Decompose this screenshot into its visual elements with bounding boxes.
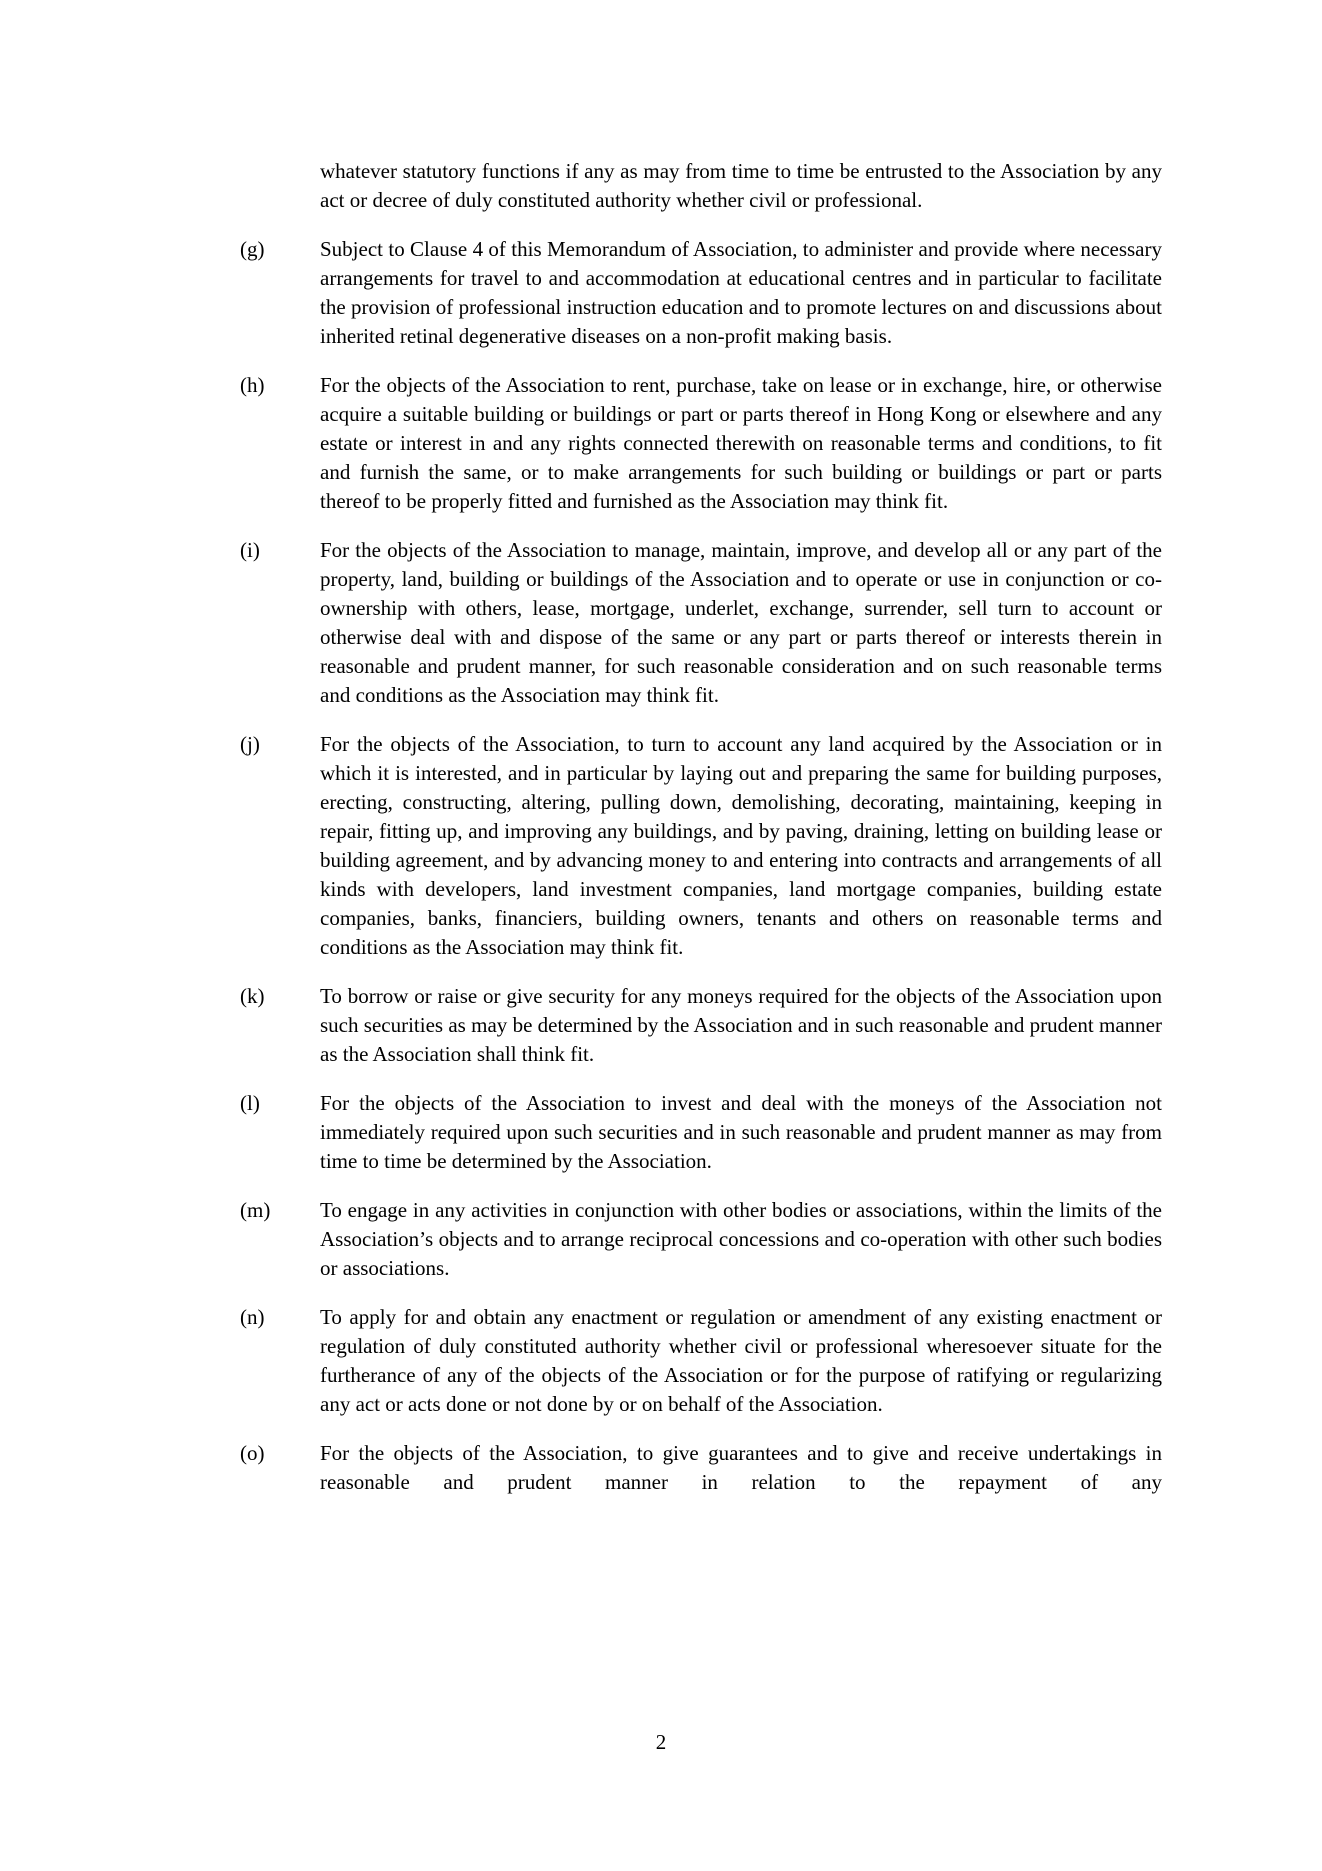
- clause-label: (k): [240, 984, 265, 1008]
- clause-item-i: [240, 536, 1162, 710]
- clause-label: (g): [240, 237, 265, 261]
- clause-item-j: [240, 730, 1162, 962]
- clause-text: For the objects of the Association to rent, purchase, take on lease or in exchange, hire, or otherwise acquire a suitable building or buildings or part or parts thereof in Hong Kong or elsewhere and any estate or interest in and any rights connected therewith on reasonable terms and conditions, to fit and furnish the same, or to make arrangements for such building or buildings or part or parts thereof to be properly fitted and furnished as the Association may think fit.: [320, 373, 1162, 513]
- clause-text: For the objects of the Association to invest and deal with the moneys of the Association not immediately required upon such securities and in such reasonable and prudent manner as may from time to time be determined by the Association.: [320, 1091, 1162, 1173]
- clause-text: To apply for and obtain any enactment or regulation or amendment of any existing enactment or regulation of duly constituted authority whether civil or professional wheresoever situate for the furtherance of any of the objects of the Association or for the purpose of ratifying or regularizing any act or acts done or not done by or on behalf of the Association.: [320, 1305, 1162, 1416]
- clause-label: (o): [240, 1441, 265, 1465]
- page-number: 2: [655, 1730, 667, 1754]
- clause-label: (l): [240, 1091, 260, 1115]
- clause-item-o: [240, 1439, 1162, 1497]
- continuation-paragraph: whatever statutory functions if any as may from time to time be entrusted to the Association by any act or decree of duly constituted authority whether civil or professional.: [320, 159, 1162, 212]
- clause-text: To borrow or raise or give security for any moneys required for the objects of the Association upon such securities as may be determined by the Association and in such reasonable and prudent manner as the Association shall think fit.: [320, 984, 1162, 1066]
- clause-item-g: [240, 235, 1162, 351]
- clause-label: (i): [240, 538, 260, 562]
- clause-item-n: [240, 1303, 1162, 1419]
- clause-label: (n): [240, 1305, 265, 1329]
- clause-item-h: [240, 371, 1162, 516]
- clause-label: (m): [240, 1198, 271, 1222]
- clause-item-m: [240, 1196, 1162, 1283]
- clause-item-k: [240, 982, 1162, 1069]
- clause-text: For the objects of the Association to manage, maintain, improve, and develop all or any part of the property, land, building or buildings of the Association and to operate or use in conjunction or co-ownership with others, lease, mortgage, underlet, exchange, surrender, sell turn to account or otherwise deal with and dispose of the same or any part or parts thereof or interests therein in reasonable and prudent manner, for such reasonable consideration and on such reasonable terms and conditions as the Association may think fit.: [320, 538, 1162, 707]
- clause-text: Subject to Clause 4 of this Memorandum of Association, to administer and provide where necessary arrangements for travel to and accommodation at educational centres and in particular to facilitate the provision of professional instruction education and to promote lectures on and discussions about inherited retinal degenerative diseases on a non-profit making basis.: [320, 237, 1162, 348]
- clause-label: (h): [240, 373, 265, 397]
- clause-item-l: [240, 1089, 1162, 1176]
- clause-text: For the objects of the Association, to turn to account any land acquired by the Association or in which it is interested, and in particular by laying out and preparing the same for building purposes, erecting, constructing, altering, pulling down, demolishing, decorating, maintaining, keeping in repair, fitting up, and improving any buildings, and by paving, draining, letting on building lease or building agreement, and by advancing money to and entering into contracts and arrangements of all kinds with developers, land investment companies, land mortgage companies, building estate companies, banks, financiers, building owners, tenants and others on reasonable terms and conditions as the Association may think fit.: [320, 732, 1162, 959]
- clause-text: To engage in any activities in conjunction with other bodies or associations, within the limits of the Association’s objects and to arrange reciprocal concessions and co-operation with other such bodies or associations.: [320, 1198, 1162, 1280]
- clause-label: (j): [240, 732, 260, 756]
- clause-text: For the objects of the Association, to give guarantees and to give and receive undertakings in reasonable and prudent manner in relation to the repayment of any: [320, 1441, 1162, 1494]
